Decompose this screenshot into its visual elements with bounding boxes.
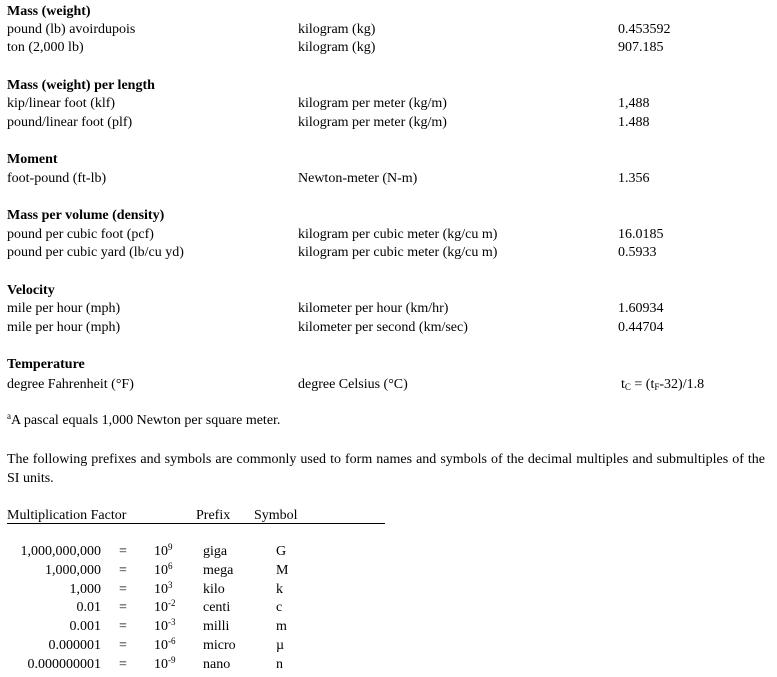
table-row (0, 581, 400, 599)
prefix-name: micro (203, 638, 236, 653)
equals-sign: = (119, 582, 127, 597)
table-row (0, 543, 400, 561)
conversion-factor: 1.488 (618, 115, 650, 130)
power-of-ten: $10^{-6}$ (154, 636, 176, 653)
unit-to: degree Celsius (°C) (298, 377, 408, 392)
footnote-marker: a (7, 411, 11, 421)
prefix-name: kilo (203, 582, 225, 597)
equals-sign: = (119, 619, 127, 634)
prefix-name: milli (203, 619, 230, 634)
unit-to: kilometer per hour (km/hr) (298, 301, 449, 316)
unit-from: foot-pound (ft-lb) (7, 171, 107, 186)
unit-to: kilometer per second (km/sec) (298, 320, 468, 335)
unit-from: ton (2,000 lb) (7, 40, 84, 55)
power-of-ten: $10^3$ (154, 580, 173, 597)
unit-from: degree Fahrenheit (°F) (7, 377, 134, 392)
unit-to: kilogram per cubic meter (kg/cu m) (298, 245, 498, 260)
power-of-ten: $10^{-3}$ (154, 617, 176, 634)
unit-to: kilogram (kg) (298, 40, 376, 55)
power-of-ten: $10^{-2}$ (154, 598, 176, 615)
prefix-symbol: µ (276, 638, 285, 653)
factor-value: 1,000,000,000 (20, 544, 101, 559)
unit-to: kilogram (kg) (298, 22, 376, 37)
prefix-symbol: m (276, 619, 287, 634)
header-rule (7, 523, 385, 524)
power-of-ten: $10^6$ (154, 561, 173, 578)
factor-value: 0.01 (76, 600, 101, 615)
equals-sign: = (119, 544, 127, 559)
factor-value: 1,000,000 (45, 563, 101, 578)
unit-from: pound per cubic foot (pcf) (7, 227, 154, 242)
conversion-factor: 1.60934 (618, 301, 664, 316)
unit-to: kilogram per meter (kg/m) (298, 115, 447, 130)
equals-sign: = (119, 600, 127, 615)
table-row (0, 599, 400, 617)
unit-to: Newton-meter (N-m) (298, 171, 418, 186)
unit-to: kilogram per cubic meter (kg/cu m) (298, 227, 498, 242)
unit-from: pound/linear foot (plf) (7, 115, 133, 130)
unit-from: mile per hour (mph) (7, 301, 121, 316)
conversion-factor: 16.0185 (618, 227, 664, 242)
conversion-factor: 1.356 (618, 171, 650, 186)
conversion-factor: 1,488 (618, 96, 650, 111)
section-heading: Temperature (7, 357, 85, 372)
factor-value: 1,000 (69, 582, 101, 597)
unit-to: kilogram per meter (kg/m) (298, 96, 447, 111)
section-heading: Mass (weight) per length (7, 78, 155, 93)
table-row (0, 656, 400, 674)
conversion-factor: 0.44704 (618, 320, 664, 335)
section-heading: Velocity (7, 283, 55, 298)
power-of-ten: $10^9$ (154, 542, 173, 559)
unit-from: kip/linear foot (klf) (7, 96, 116, 111)
power-of-ten: $10^{-9}$ (154, 655, 176, 672)
prefix-symbol: n (276, 657, 283, 672)
prefix-symbol: c (276, 600, 283, 615)
intro-paragraph: The following prefixes and symbols are commonly used to form names and symbols of the decimal multiples and submultiples of the SI units. (7, 452, 765, 486)
prefix-symbol: G (276, 544, 287, 559)
prefix-name: mega (203, 563, 234, 578)
factor-value: 0.000001 (48, 638, 101, 653)
prefix-name: giga (203, 544, 228, 559)
table-row (0, 562, 400, 580)
unit-from: pound per cubic yard (lb/cu yd) (7, 245, 184, 260)
footnote: $^a$A pascal equals 1,000 Newton per square meter. (7, 411, 281, 428)
section-heading: Mass per volume (density) (7, 208, 165, 223)
table-row (0, 637, 400, 655)
equals-sign: = (119, 563, 127, 578)
factor-value: 0.001 (69, 619, 101, 634)
prefix-name: centi (203, 600, 231, 615)
unit-from: pound (lb) avoirdupois (7, 22, 136, 37)
header-prefix: Prefix (196, 508, 231, 523)
equals-sign: = (119, 657, 127, 672)
table-row (0, 618, 400, 636)
section-heading: Mass (weight) (7, 4, 91, 19)
section-heading: Moment (7, 152, 58, 167)
prefix-name: nano (203, 657, 231, 672)
factor-value: 0.000000001 (27, 657, 101, 672)
prefix-symbol: k (276, 582, 283, 597)
conversion-factor: 0.5933 (618, 245, 657, 260)
unit-from: mile per hour (mph) (7, 320, 121, 335)
prefix-symbol: M (276, 563, 289, 578)
conversion-factor: 907.185 (618, 40, 664, 55)
header-symbol: Symbol (254, 508, 298, 523)
temperature-formula: $t_C = (t_F-32)/1.8$ (621, 377, 705, 392)
header-multiplication-factor: Multiplication Factor (7, 508, 127, 523)
equals-sign: = (119, 638, 127, 653)
conversion-factor: 0.453592 (618, 22, 671, 37)
